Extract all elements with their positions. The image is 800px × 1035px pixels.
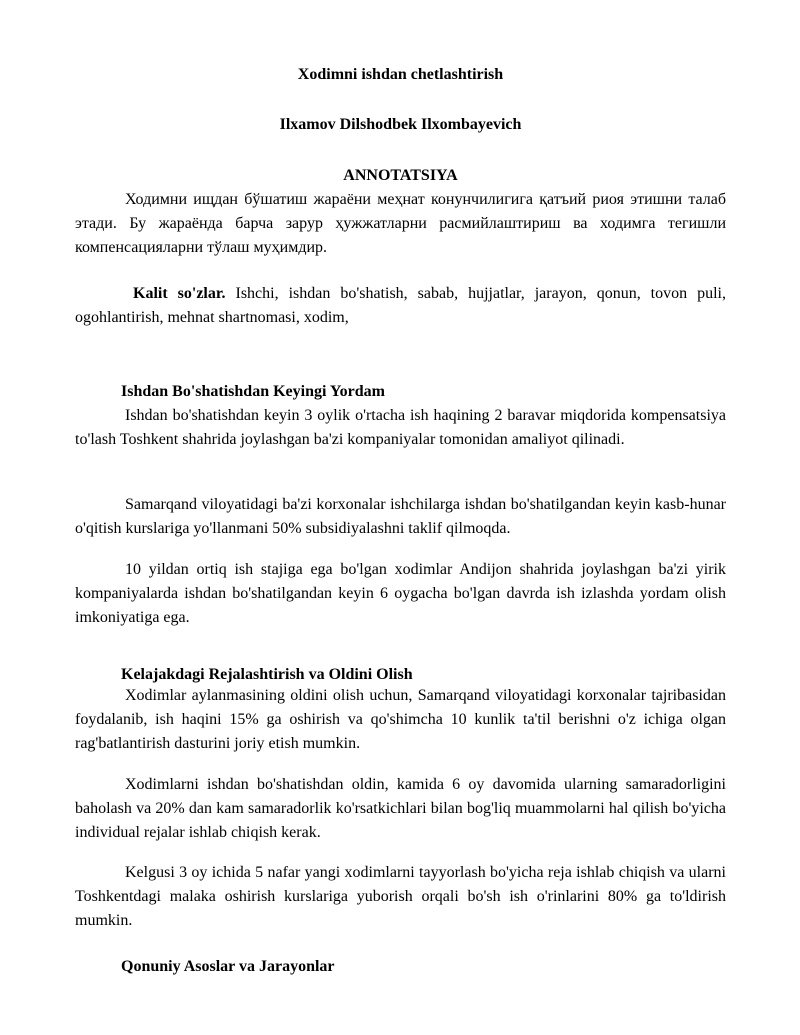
keywords-paragraph — [75, 282, 726, 330]
section-2-paragraph-2: Xodimlarni ishdan bo'shatishdan oldin, kamida 6 oy davomida ularning samaradorligini baholash va 20% dan kam samaradorlik ko'rsatkichlari bilan bog'liq muammolarni hal qilish bo'yicha individual rejalar ishlab chiqish kerak. — [75, 776, 726, 841]
section-1-paragraph-1: Ishdan bo'shatishdan keyin 3 oylik o'rtacha ish haqining 2 baravar miqdorida kompensatsiya to'lash Toshkent shahrida joylashgan ba'zi kompaniyalar tomonidan amaliyot qilinadi. — [75, 407, 726, 448]
keywords-text: Ishchi, ishdan bo'shatish, sabab, hujjatlar, jarayon, qonun, tovon puli, ogohlantirish, mehnat shartnomasi, xodim, — [75, 285, 727, 326]
section-1-paragraph-2: Samarqand viloyatidagi ba'zi korxonalar ishchilarga ishdan bo'shatilgandan keyin kasb-hunar o'qitish kurslariga yo'llanmani 50% subsidiyalashni taklif qilmoqda. — [75, 496, 726, 537]
section-heading-planning: Kelajakdagi Rejalashtirish va Oldini Olish — [121, 666, 413, 683]
annotation-text-content: Ходимни ищдан бўшатиш жараёни меҳнат конунчилигига қатъий риоя этишни талаб этади. Бу жараёнда барча зарур ҳужжатларни расмийлаштириш ва ходимга тегишли компенсацияларни тўлаш муҳимдир. — [75, 191, 726, 256]
keywords-label: Kalit so'zlar. — [133, 285, 226, 302]
annotation-heading: ANNOTATSIYA — [343, 167, 458, 184]
section-heading-legal: Qonuniy Asoslar va Jarayonlar — [121, 958, 335, 975]
section-2-paragraph-3: Kelgusi 3 oy ichida 5 nafar yangi xodimlarni tayyorlash bo'yicha reja ishlab chiqish va ularni Toshkentdagi malaka oshirish kurslariga yuborish orqali bo'sh ish o'rinlarini 80% ga to'ldirish mumkin. — [75, 864, 726, 929]
section-2-paragraph-1: Xodimlar aylanmasining oldini olish uchun, Samarqand viloyatidagi korxonalar tajribasidan foydalanib, ish haqini 15% ga oshirish va qo'shimcha 10 kunlik ta'til berishni o'z ichiga olgan rag'batlantirish dasturini joriy etish mumkin. — [75, 687, 726, 752]
section-heading-support: Ishdan Bo'shatishdan Keyingi Yordam — [121, 383, 385, 400]
annotation-text — [75, 188, 726, 260]
section-1-paragraph-3: 10 yildan ortiq ish stajiga ega bo'lgan xodimlar Andijon shahrida joylashgan ba'zi yirik kompaniyalarda ishdan bo'shatilgandan keyin 6 oygacha bo'lgan davrda ish izlashda yordam olish imkoniyatiga ega. — [75, 561, 726, 626]
document-title: Xodimni ishdan chetlashtirish — [297, 66, 504, 83]
document-author: Ilxamov Dilshodbek Ilxombayevich — [279, 116, 522, 133]
